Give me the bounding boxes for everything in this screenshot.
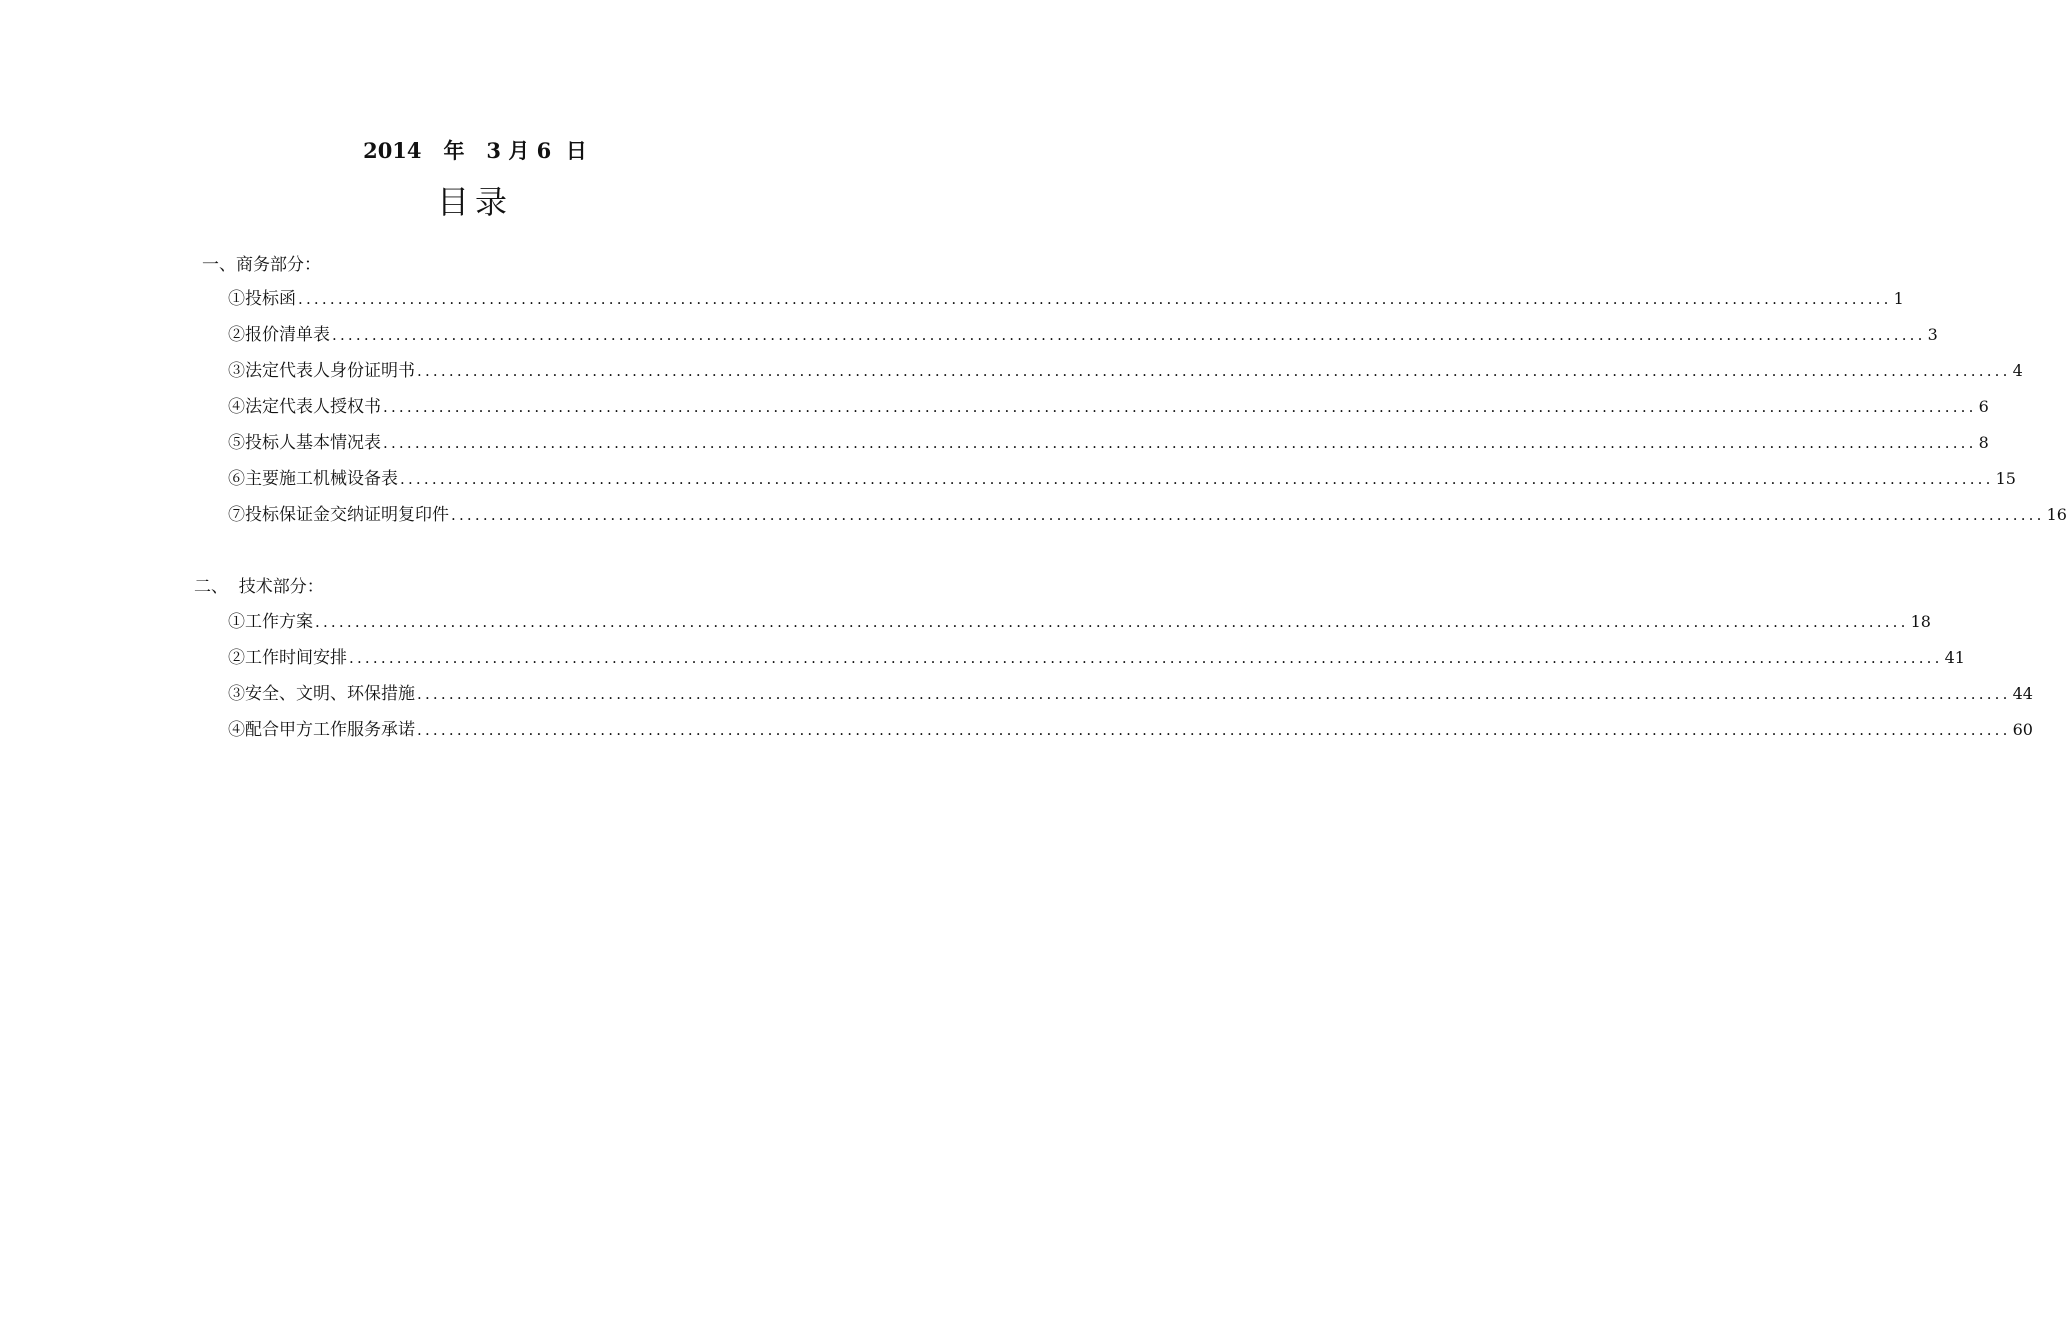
section-heading-technical: 二、 技术部分： [194,577,324,597]
toc-entry-page: 1 [1893,289,1904,308]
toc-entry[interactable] [228,430,1989,456]
toc-dot-leader: ........................................................................................................................................................................................................ [383,398,1977,416]
toc-dot-leader: ........................................................................................................................................................................................................ [451,506,2045,524]
toc-entry-page: 15 [1995,469,2016,488]
toc-dot-leader: ........................................................................................................................................................................................................ [349,649,1943,667]
toc-entry-label: ⑥主要施工机械设备表 [228,469,398,489]
section-heading-business: 一、商务部分： [202,255,321,275]
toc-entry-page: 41 [1944,648,1965,667]
toc-dot-leader: ........................................................................................................................................................................................................ [400,470,1994,488]
toc-entry-label: ②工作时间安排 [228,648,347,668]
toc-entry-page: 18 [1910,612,1931,631]
toc-dot-leader: ........................................................................................................................................................................................................ [315,613,1909,631]
toc-entry-label: ④法定代表人授权书 [228,397,381,417]
toc-entry-label: ②报价清单表 [228,325,330,345]
toc-entry[interactable] [228,681,2033,707]
toc-entry-label: ④配合甲方工作服务承诺 [228,720,415,740]
toc-entry-label: ①工作方案 [228,612,313,632]
date-month-unit: 月 [508,138,530,163]
toc-entry-page: 4 [2012,361,2023,380]
toc-entry-label: ③安全、文明、环保措施 [228,684,415,704]
page-title: 目录 [436,183,513,221]
toc-dot-leader: ........................................................................................................................................................................................................ [417,685,2011,703]
toc-entry[interactable] [228,394,1989,420]
date-month: 3 [486,138,502,163]
toc-entry[interactable] [228,286,1904,312]
document-date [0,136,950,166]
toc-entry[interactable] [228,502,2067,528]
toc-entry-label: ①投标函 [228,289,296,309]
toc-entry-label: ⑦投标保证金交纳证明复印件 [228,505,449,525]
toc-entry[interactable] [228,466,2016,492]
toc-dot-leader: ........................................................................................................................................................................................................ [417,362,2011,380]
toc-entry[interactable] [228,322,1938,348]
toc-entry[interactable] [228,358,2023,384]
toc-dot-leader: ........................................................................................................................................................................................................ [298,290,1892,308]
toc-entry[interactable] [228,645,1965,671]
toc-entry-page: 16 [2046,505,2067,524]
date-day-unit: 日 [565,138,587,163]
toc-dot-leader: ........................................................................................................................................................................................................ [332,326,1926,344]
toc-entry-label: ③法定代表人身份证明书 [228,361,415,381]
toc-entry-page: 6 [1978,397,1989,416]
toc-entry-page: 60 [2012,720,2033,739]
toc-entry-page: 8 [1978,433,1989,452]
toc-entry[interactable] [228,717,2033,743]
toc-entry-label: ⑤投标人基本情况表 [228,433,381,453]
toc-dot-leader: ........................................................................................................................................................................................................ [417,721,2011,739]
toc-entry-page: 3 [1927,325,1938,344]
date-year: 2014 [363,138,422,163]
toc-entry[interactable] [228,609,1931,635]
date-day: 6 [536,138,552,163]
toc-entry-page: 44 [2012,684,2033,703]
toc-dot-leader: ........................................................................................................................................................................................................ [383,434,1977,452]
date-year-unit: 年 [443,138,465,163]
